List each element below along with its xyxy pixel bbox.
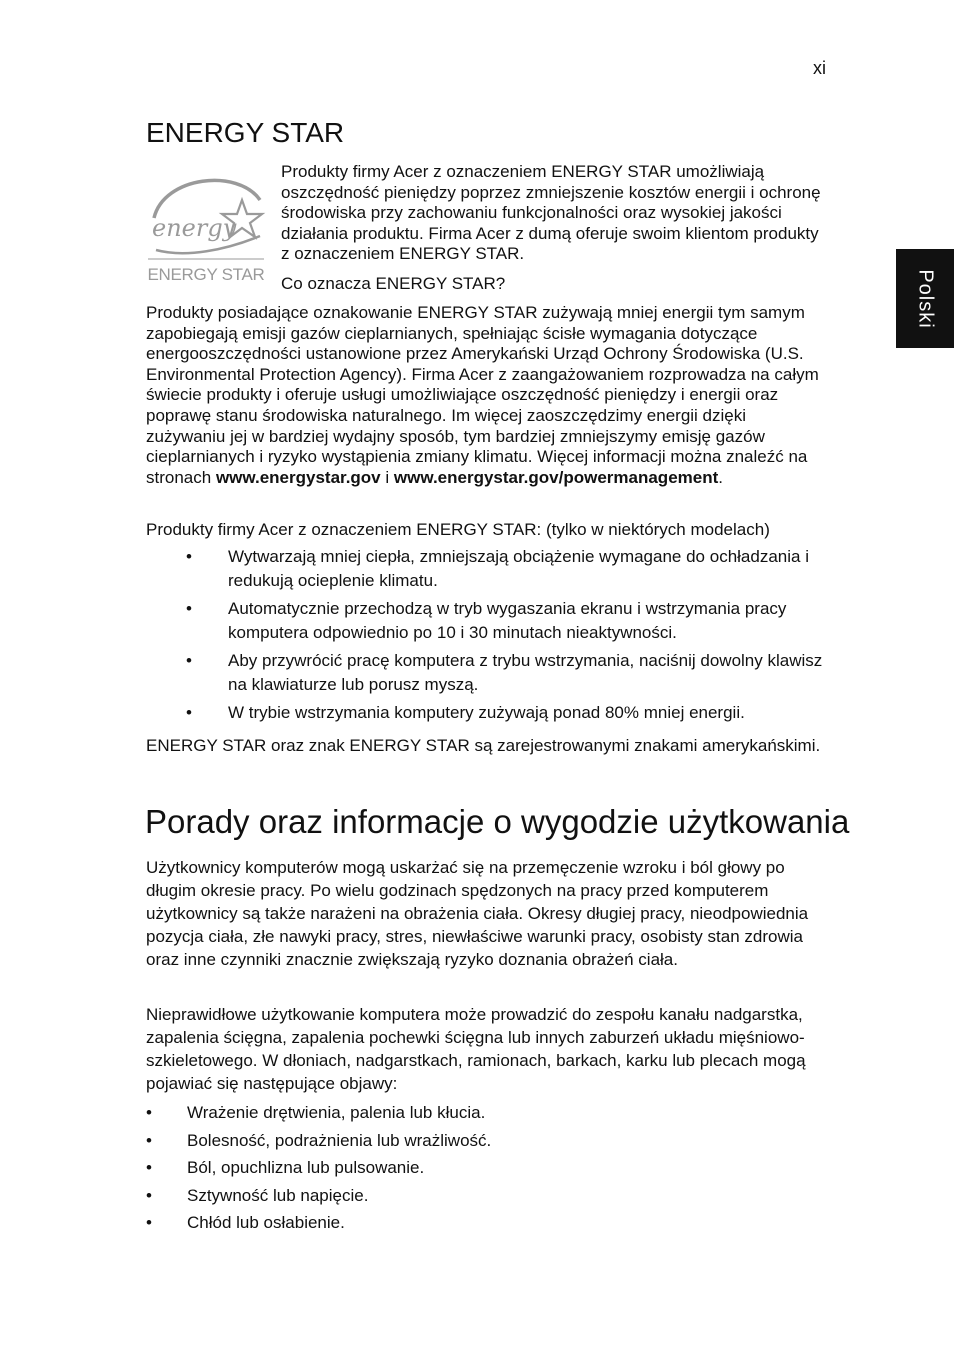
bullet-icon: • [146, 1158, 152, 1177]
list-item [146, 1099, 826, 1127]
bullet-icon: • [186, 547, 192, 566]
list-item [146, 1127, 826, 1155]
list-item [146, 1154, 826, 1182]
question-line: Co oznacza ENERGY STAR? [281, 274, 506, 293]
bullet-icon: • [146, 1213, 152, 1232]
trademark-note: ENERGY STAR oraz znak ENERGY STAR są zarejestrowanymi znakami amerykańskimi. [146, 736, 821, 755]
list-item [146, 545, 836, 593]
language-tab-label: Polski [914, 268, 937, 329]
list-item-text: Sztywność lub napięcie. [187, 1185, 369, 1205]
list-item [146, 1209, 826, 1237]
page-number: xi [813, 58, 826, 78]
ergonomics-paragraph-1: Użytkownicy komputerów mogą uskarżać się na przemęczenie wzroku i ból głowy po długim okresie pracy. Po wielu godzinach spędzonych na pracy przed komputerem użytkownicy są także narażeni na obrażenia ciała. Okresy długiej pracy, nieodpowiednia pozycja ciała, złe nawyki pracy, stres, niewłaściwe warunki pracy, osobisty stan zdrowia oraz inne czynniki znacznie zwiększają ryzyko doznania obrażeń ciała. [146, 858, 809, 969]
bullet-icon: • [146, 1185, 152, 1205]
list-item [146, 649, 836, 697]
energy-star-heading: ENERGY STAR [146, 117, 345, 148]
list-item [146, 597, 836, 645]
list-item-text: Automatycznie przechodzą w tryb wygaszania ekranu i wstrzymania pracy komputera odpowiednio po 10 i 30 minutach nieaktywności. [228, 599, 787, 642]
language-tab [896, 249, 954, 348]
list-item-text: Wytwarzają mniej ciepła, zmniejszają obciążenie wymagane do ochładzania i redukują ocieplenie klimatu. [228, 547, 809, 590]
ergonomics-paragraph-2: Nieprawidłowe użytkowanie komputera może prowadzić do zespołu kanału nadgarstka, zapalenia ścięgna, zapalenia pochewki ścięgna lub innych zaburzeń układu mięśniowo-szkieletowego. W dłoniach, nadgarstkach, ramionach, barkach, karku lub plecach mogą pojawiać się następujące objawy: [146, 1005, 806, 1093]
list-item-text: Bolesność, podrażnienia lub wrażliwość. [187, 1130, 492, 1150]
logo-label: ENERGY STAR [147, 265, 265, 284]
energy-star-bullet-list [146, 545, 836, 729]
bullet-icon: • [146, 1103, 152, 1122]
list-item [146, 701, 836, 725]
bullet-icon: • [186, 599, 192, 618]
link-separator: i [385, 467, 390, 487]
energy-star-description [146, 303, 826, 488]
link-energystar[interactable]: www.energystar.gov [215, 467, 381, 487]
energy-star-logo [146, 170, 266, 288]
list-item-text: Wrażenie drętwienia, palenia lub kłucia. [187, 1103, 486, 1122]
list-item-text: Ból, opuchlizna lub pulsowanie. [187, 1158, 425, 1177]
svg-text:energy: energy [152, 214, 237, 242]
description-text: Produkty posiadające oznakowanie ENERGY STAR zużywają mniej energii tym samym zapobiegają emisji gazów cieplarnianych, spełniając ścisłe wymagania dotyczące energooszczędności ustanowione przez Amerykański Urząd Ochrony Środowiska (U.S. Environmental Protection Agency). Firma Acer z zaangażowaniem rozprowadza na całym świecie produkty i oferuje usługi umożliwiające oszczędność pieniędzy i energii oraz poprawę stanu środowiska naturalnego. Im więcej zaoszczędzimy energii dzięki zużywaniu jej w bardziej wydajny sposób, tym bardziej zmniejszymy emisję gazów cieplarnianych i ryzyko wystąpienia zmiany klimatu. Więcej informacji można znaleźć na stronach [146, 303, 819, 487]
energy-star-logo-icon [146, 170, 266, 288]
bullet-icon: • [186, 651, 192, 670]
sentence-end: . [718, 467, 723, 487]
list-item-text: Aby przywrócić pracę komputera z trybu wstrzymania, naciśnij dowolny klawisz na klawiaturze lub porusz myszą. [228, 651, 823, 694]
bullet-icon: • [186, 703, 192, 722]
list-item [146, 1182, 826, 1210]
products-intro: Produkty firmy Acer z oznaczeniem ENERGY STAR: (tylko w niektórych modelach) [146, 520, 770, 539]
list-item-text: Chłód lub osłabienie. [187, 1213, 345, 1232]
bullet-icon: • [146, 1130, 152, 1150]
ergonomics-heading: Porady oraz informacje o wygodzie użytkowania [145, 803, 850, 840]
list-item-text: W trybie wstrzymania komputery zużywają ponad 80% mniej energii. [228, 703, 745, 722]
link-powermanagement[interactable]: www.energystar.gov/powermanagement [393, 467, 719, 487]
intro-paragraph: Produkty firmy Acer z oznaczeniem ENERGY STAR umożliwiają oszczędność pieniędzy poprzez zmniejszenie kosztów energii i ochronę środowiska przy zachowaniu funkcjonalności oraz wysokiej jakości działania produktu. Firma Acer z dumą oferuje swoim klientom produkty z oznaczeniem ENERGY STAR. [281, 162, 821, 264]
symptoms-bullet-list [146, 1099, 826, 1237]
